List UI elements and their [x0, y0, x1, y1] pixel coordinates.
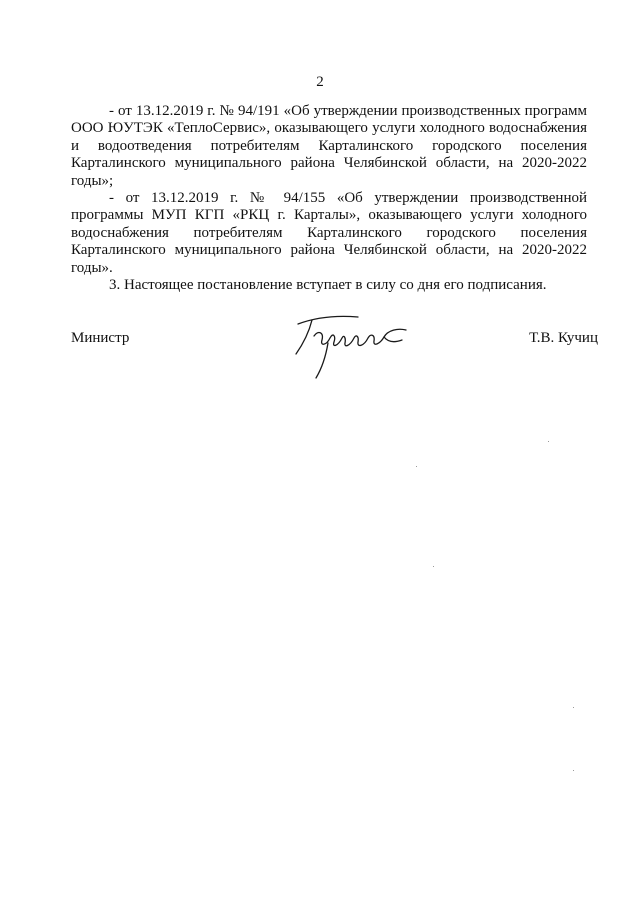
handwritten-signature	[276, 310, 436, 380]
paragraph-order-94-191: - от 13.12.2019 г. № 94/191 «Об утверждении производственных программ ООО ЮУТЭК «ТеплоСервис», оказывающего услуги холодного водоснабжения и водоотведения потребителям Карталинского городского поселения Карталинского муниципального района Челябинской области, на 2020-2022 годы»;	[71, 103, 587, 189]
document-body	[71, 103, 587, 294]
scan-speck	[573, 770, 574, 771]
paragraph-effective-date: 3. Настоящее постановление вступает в силу со дня его подписания.	[109, 277, 547, 294]
paragraph-order-94-155: - от 13.12.2019 г. № 94/155 «Об утверждении производственной программы МУП КГП «РКЦ г. Карталы», оказывающего услуги холодного водоснабжения потребителям Карталинского городского поселения Карталинского муниципального района Челябинской области, на 2020-2022 годы».	[71, 190, 587, 276]
scan-speck	[416, 466, 417, 467]
signer-name: Т.В. Кучиц	[529, 330, 598, 346]
scan-speck	[548, 441, 549, 442]
page-number: 2	[316, 74, 324, 90]
signature-block	[71, 310, 598, 390]
scan-speck	[573, 707, 574, 708]
scan-speck	[433, 566, 434, 567]
signer-title: Министр	[71, 330, 130, 346]
